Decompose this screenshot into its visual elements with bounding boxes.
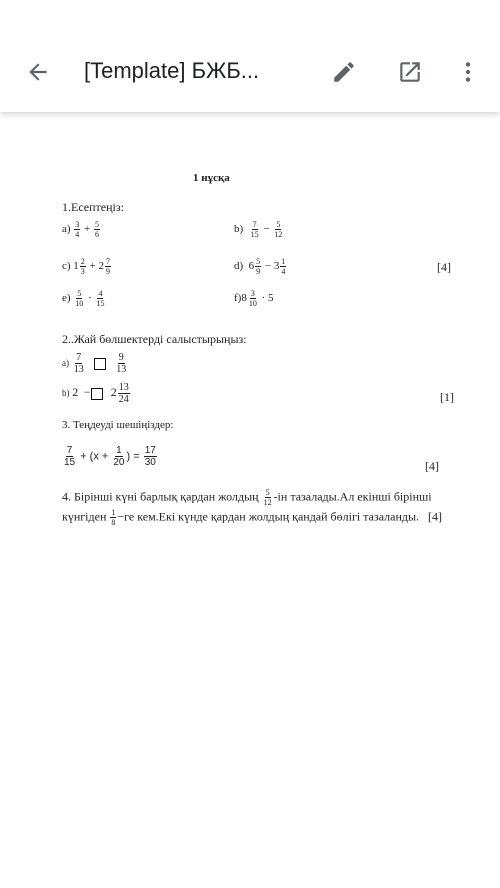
- fraction: $\frac{17}{30}$: [144, 445, 156, 468]
- fraction: $\frac{5}{12}$: [263, 488, 272, 507]
- comparison-box: [94, 358, 106, 370]
- task2-points: [1]: [440, 390, 454, 404]
- task1-points: [4]: [437, 260, 451, 274]
- task1-c: c) 1 $\frac{2}{3}$ + 2 $\frac{7}{9}$: [62, 257, 111, 276]
- open-in-new-icon: [397, 59, 423, 85]
- task2-b-whole2: 2: [110, 385, 117, 400]
- fraction: $\frac{5}{12}$: [274, 220, 283, 239]
- open-in-new-button[interactable]: [390, 52, 430, 92]
- fraction: $\frac{3}{10}$: [248, 289, 257, 308]
- fraction: $\frac{7}{15}$: [64, 445, 76, 468]
- task2-b: b) 2 − 2 $\frac{13}{24}$: [62, 382, 129, 405]
- app-bar: [0, 0, 500, 112]
- task1-d: d) 6 $\frac{5}{9}$ − 3 $\frac{1}{4}$: [234, 257, 286, 276]
- fraction: $\frac{7}{13}$: [73, 352, 84, 375]
- fraction: $\frac{3}{4}$: [75, 220, 80, 239]
- task4-line1-end: -ін тазалады.Ал екінші бірінші: [273, 489, 432, 504]
- task1-f-label: f): [234, 292, 242, 305]
- fraction: $\frac{1}{20}$: [113, 445, 125, 468]
- task1-title: 1.Есептеңіз:: [62, 200, 124, 214]
- document-page[interactable]: [0, 112, 500, 888]
- comparison-box: [91, 388, 103, 400]
- fraction: $\frac{1}{8}$: [111, 508, 116, 527]
- task2-a-label: a): [62, 358, 69, 369]
- task1-b-label: b): [234, 223, 244, 236]
- fraction: $\frac{9}{13}$: [116, 352, 127, 375]
- fraction: $\frac{5}{9}$: [256, 257, 261, 276]
- fraction: $\frac{5}{10}$: [75, 289, 84, 308]
- task1-b: b) $\frac{7}{15}$ − $\frac{5}{12}$: [234, 220, 283, 239]
- task4-line2-start: күнгіден: [62, 509, 107, 524]
- task4-points: [4]: [428, 509, 443, 524]
- task3-equation: $\frac{7}{15}$ + (x + $\frac{1}{20}$ ) = $\frac{17}{30}$: [64, 445, 156, 468]
- task1-a-label: a): [62, 223, 71, 236]
- task1-c-label: c): [62, 260, 71, 273]
- task2-title: 2..Жай бөлшектерді салыстырыңыз:: [62, 332, 247, 346]
- task1-a: a) $\frac{3}{4}$ + $\frac{5}{6}$: [62, 220, 100, 239]
- task1-e: e) $\frac{5}{10}$ · $\frac{4}{15}$: [62, 289, 105, 308]
- fraction: $\frac{13}{24}$: [118, 382, 129, 405]
- task1-f-whole: 8: [241, 292, 247, 305]
- task3-points: [4]: [425, 459, 439, 473]
- task4-line2-end: −ге кем.Екі күнде қардан жолдың қандай бөлігі тазаланды.: [117, 509, 420, 524]
- more-options-button[interactable]: [448, 52, 488, 92]
- fraction: $\frac{2}{3}$: [80, 257, 85, 276]
- task4-line2: [62, 508, 442, 527]
- task2-b-whole: 2: [72, 385, 79, 400]
- fraction: $\frac{7}{15}$: [250, 220, 259, 239]
- back-button[interactable]: [18, 52, 58, 92]
- fraction: $\frac{4}{15}$: [96, 289, 105, 308]
- arrow-left-icon: [25, 59, 51, 85]
- task4-line1: [62, 488, 432, 507]
- task2-a: [62, 352, 128, 375]
- fraction: $\frac{5}{6}$: [95, 220, 100, 239]
- edit-button[interactable]: [324, 52, 364, 92]
- more-vert-icon: [455, 59, 481, 85]
- task4-line1-start: 4. Бірінші күні барлық қардан жолдың: [62, 489, 259, 504]
- fraction: $\frac{1}{4}$: [281, 257, 286, 276]
- task1-d-label: d): [234, 260, 244, 273]
- pencil-icon: [331, 59, 357, 85]
- task3-title: 3. Теңдеуді шешіңіздер:: [62, 419, 174, 431]
- task2-b-label: b): [62, 388, 70, 399]
- document-title: [Template] БЖБ...: [84, 58, 260, 83]
- variant-heading: 1 нұсқа: [193, 172, 230, 184]
- fraction: $\frac{7}{9}$: [106, 257, 111, 276]
- task1-e-label: e): [62, 292, 71, 305]
- task1-f: f)8 $\frac{3}{10}$ · 5: [234, 289, 274, 308]
